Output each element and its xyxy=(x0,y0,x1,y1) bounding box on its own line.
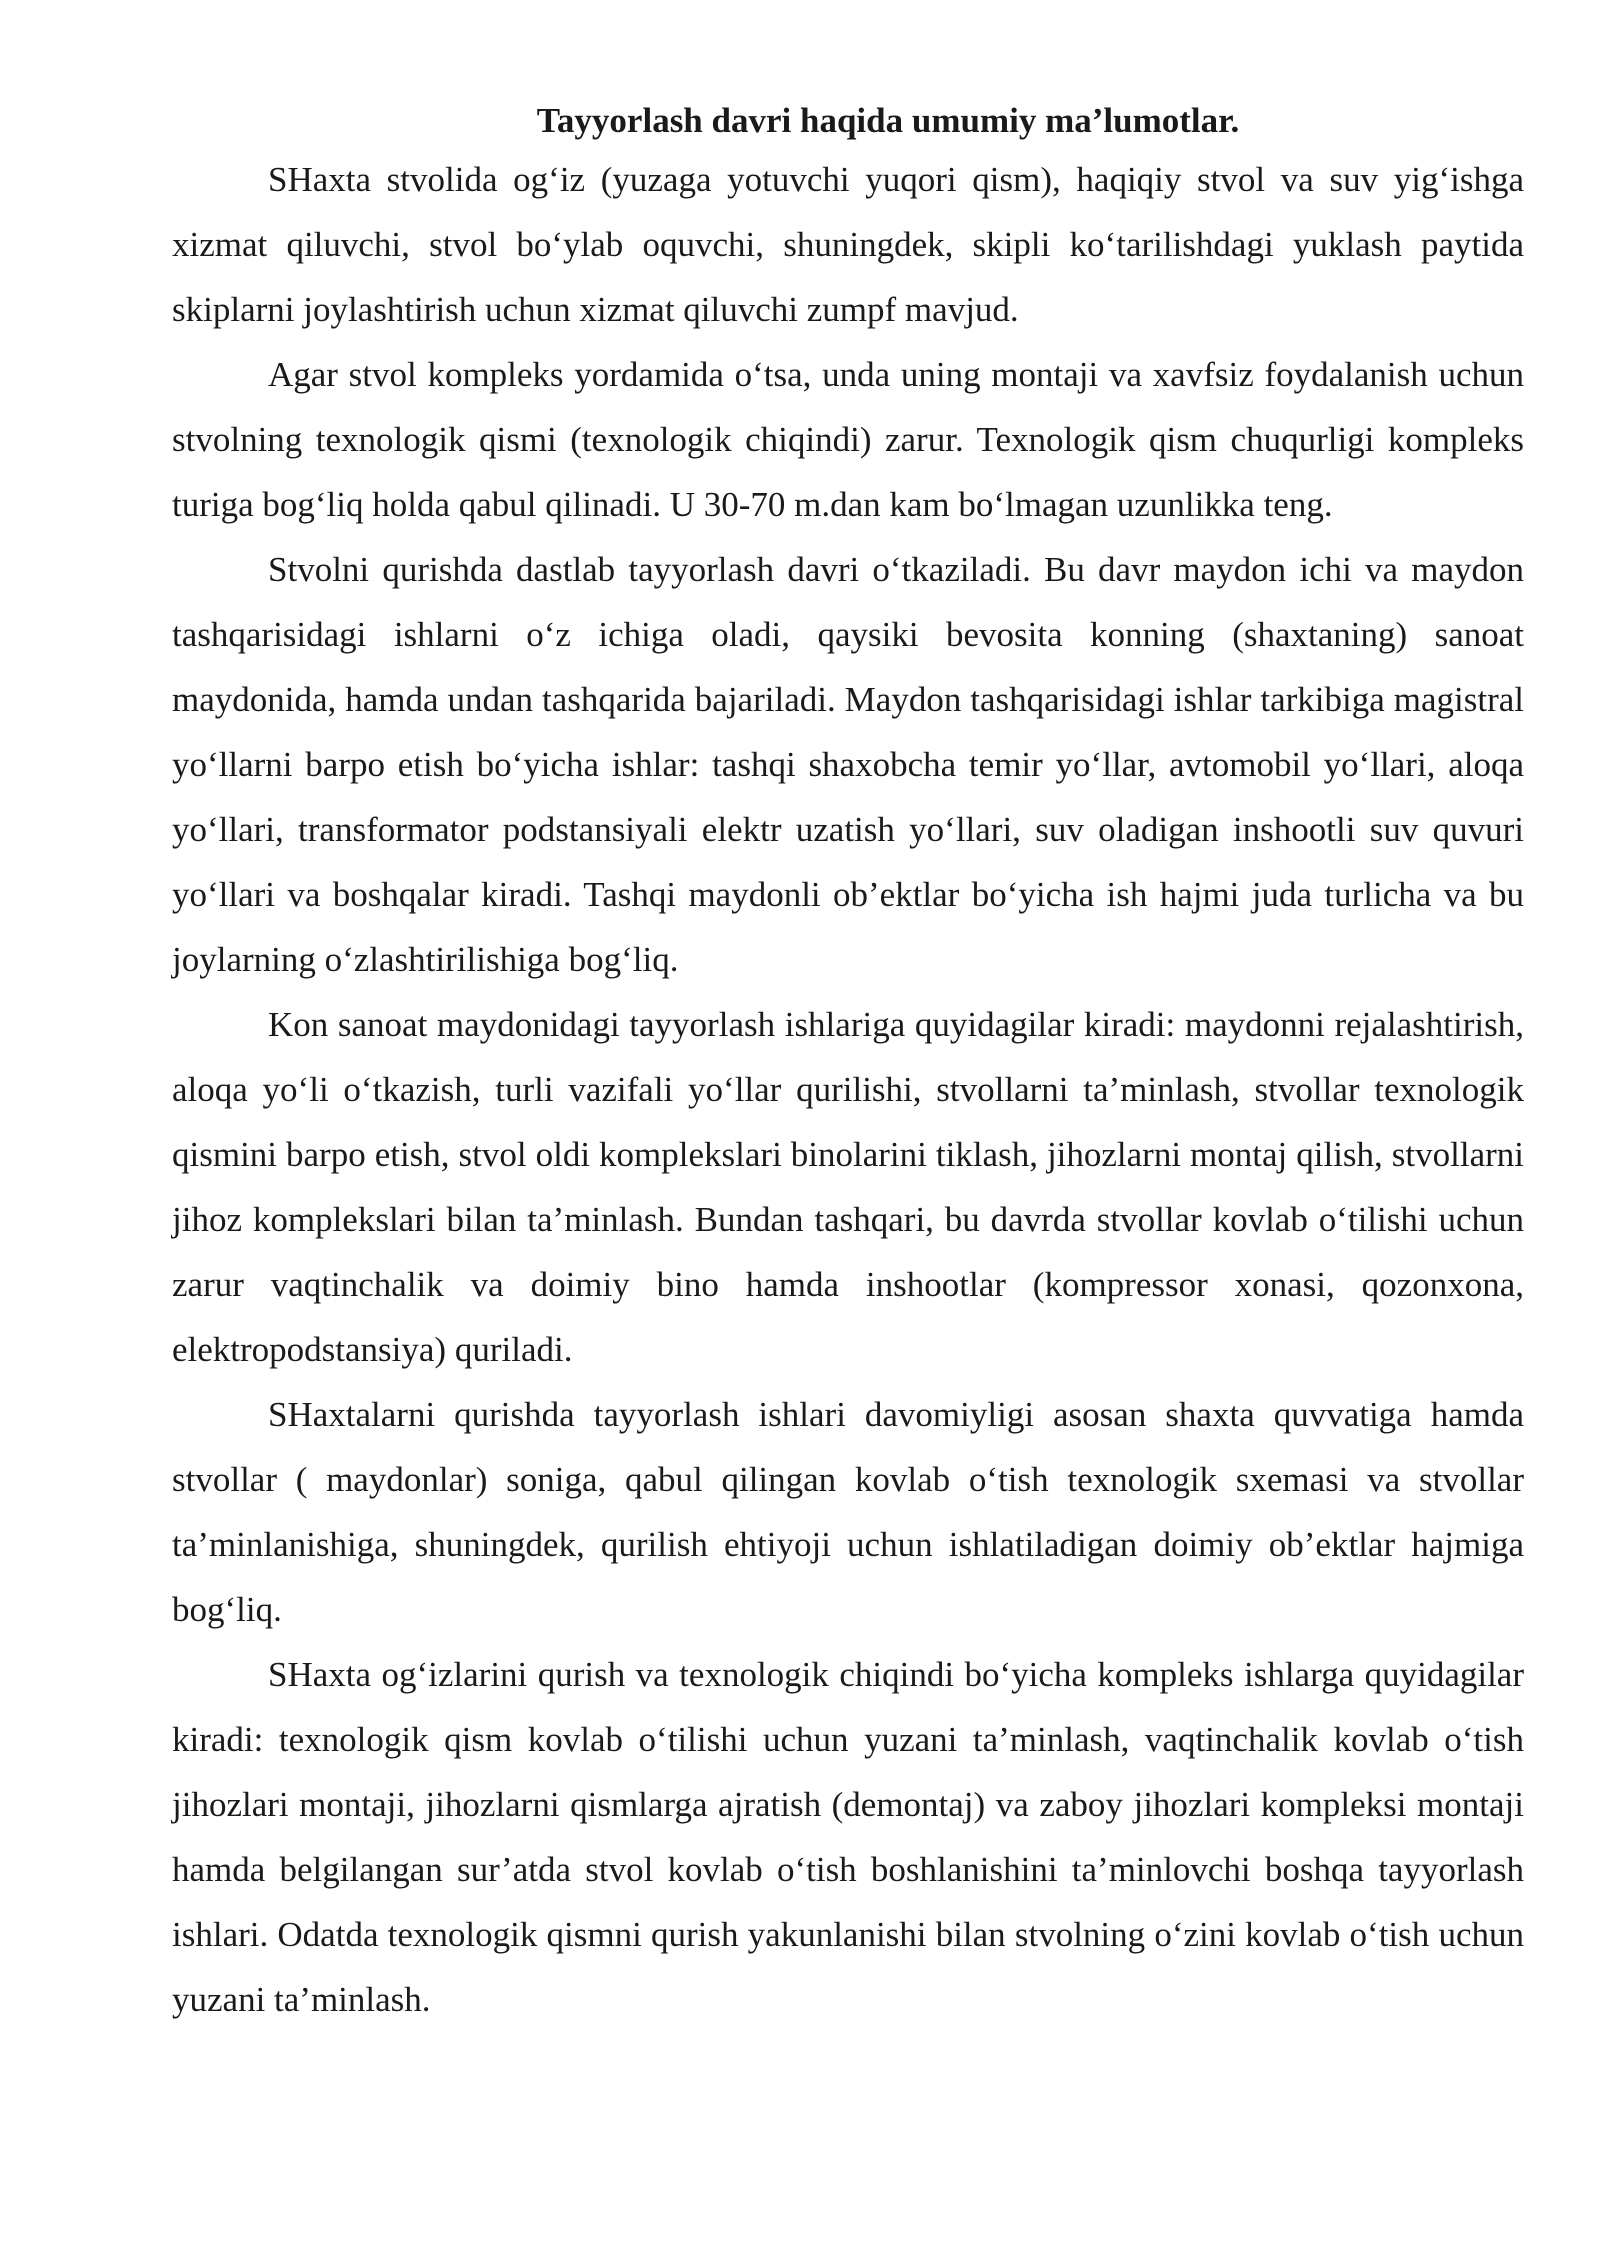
paragraph-ishlar-davomiyligi: SHaxtalarni qurishda tayyorlash ishlari davomiyligi asosan shaxta quvvatiga hamda stvollar ( maydonlar) soniga, qabul qilingan kovlab o‘tish texnologik sxemasi va stvollar ta’minlanishiga, shuningdek, qurilish ehtiyoji uchun ishlatiladigan doimiy ob’ektlar hajmiga bog‘liq. xyxy=(172,1395,1524,1629)
paragraph-shaxta-ogizlari: SHaxta og‘izlarini qurish va texnologik chiqindi bo‘yicha kompleks ishlarga quyidagilar kiradi: texnologik qism kovlab o‘tilishi uchun yuzani ta’minlash, vaqtinchalik kovlab o‘tish jihozlari montaji, jihozlarni qismlarga ajratish (demontaj) va zaboy jihozlari kompleksi montaji hamda belgilangan sur’atda stvol kovlab o‘tish boshlanishini ta’minlovchi boshqa tayyorlash ishlari. Odatda texnologik qismni qurish yakunlanishi bilan stvolning o‘zini kovlab o‘tish uchun yuzani ta’minlash. xyxy=(172,1655,1524,2019)
paragraph-kon-sanoat-maydoni: Kon sanoat maydonidagi tayyorlash ishlariga quyidagilar kiradi: maydonni rejalashtirish, aloqa yo‘li o‘tkazish, turli vazifali yo‘llar qurilishi, stvollarni ta’minlash, stvollar texnologik qismini barpo etish, stvol oldi komplekslari binolarini tiklash, jihozlarni montaj qilish, stvollarni jihoz komplekslari bilan ta’minlash. Bundan tashqari, bu davrda stvollar kovlab o‘tilishi uchun zarur vaqtinchalik va doimiy bino hamda inshootlar (kompressor xonasi, qozonxona, elektropodstansiya) quriladi. xyxy=(172,1005,1524,1369)
document-body xyxy=(172,94,1524,2032)
paragraph-texnologik-qism: Agar stvol kompleks yordamida o‘tsa, unda uning montaji va xavfsiz foydalanish uchun stvolning texnologik qismi (texnologik chiqindi) zarur. Texnologik qism chuqurligi kompleks turiga bog‘liq holda qabul qilinadi. U 30-70 m.dan kam bo‘lmagan uzunlikka teng. xyxy=(172,355,1524,524)
paragraph-shaxta-stvoli: SHaxta stvolida og‘iz (yuzaga yotuvchi yuqori qism), haqiqiy stvol va suv yig‘ishga xizmat qiluvchi, stvol bo‘ylab oquvchi, shuningdek, skipli ko‘tarilishdagi yuklash paytida skiplarni joylashtirish uchun xizmat qiluvchi zumpf mavjud. xyxy=(172,160,1524,329)
document-title: Tayyorlash davri haqida umumiy ma’lumotlar. xyxy=(536,101,1240,140)
paragraph-tayyorlash-davri: Stvolni qurishda dastlab tayyorlash davri o‘tkaziladi. Bu davr maydon ichi va maydon tashqarisidagi ishlarni o‘z ichiga oladi, qaysiki bevosita konning (shaxtaning) sanoat maydonida, hamda undan tashqarida bajariladi. Maydon tashqarisidagi ishlar tarkibiga magistral yo‘llarni barpo etish bo‘yicha ishlar: tashqi shaxobcha temir yo‘llar, avtomobil yo‘llari, aloqa yo‘llari, transformator podstansiyali elektr uzatish yo‘llari, suv oladigan inshootli suv quvuri yo‘llari va boshqalar kiradi. Tashqi maydonli ob’ektlar bo‘yicha ish hajmi juda turlicha va bu joylarning o‘zlashtirilishiga bog‘liq. xyxy=(172,550,1524,979)
